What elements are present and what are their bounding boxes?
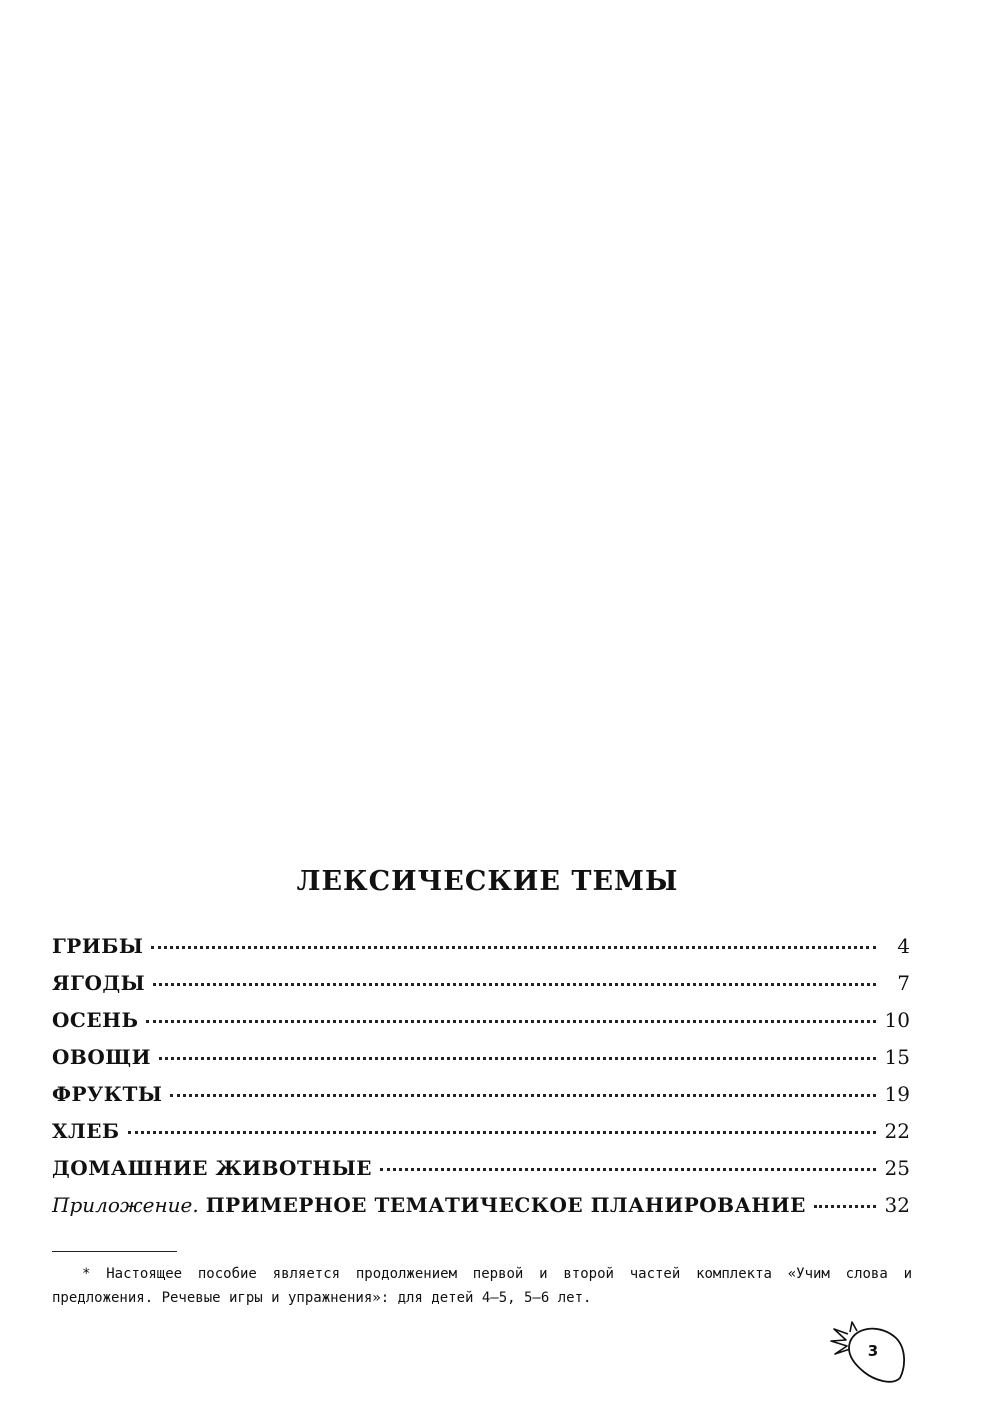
toc-entry-page: 22 — [884, 1119, 910, 1143]
toc-entry-domashnie-zhivotnye[interactable] — [52, 1150, 910, 1187]
toc-entry-label: ГРИБЫ — [52, 934, 144, 958]
footnote-text: * Настоящее пособие является продолжением первой и второй частей комплекта «Учим слова и предложения. Речевые игры и упражнения»: для детей 4–5, 5–6 лет. — [52, 1266, 912, 1306]
toc-entry-page: 10 — [884, 1008, 910, 1032]
footnote-divider — [52, 1251, 177, 1252]
toc-entry-page: 7 — [897, 971, 910, 995]
toc-entry-label: ЯГОДЫ — [52, 971, 146, 995]
toc-leader-dots — [151, 946, 876, 949]
toc-entry-prilozhenie[interactable] — [52, 1187, 910, 1224]
toc-leader-dots — [153, 983, 876, 986]
toc-entry-prefix: Приложение. — [52, 1193, 199, 1217]
toc-entry-title: ПРИМЕРНОЕ ТЕМАТИЧЕСКОЕ ПЛАНИРОВАНИЕ — [205, 1193, 806, 1217]
toc-entry-label: ФРУКТЫ — [52, 1082, 163, 1106]
toc-entry-page: 25 — [884, 1156, 910, 1180]
toc-entry-label: ОСЕНЬ — [52, 1008, 139, 1032]
toc-entry-label: ДОМАШНИЕ ЖИВОТНЫЕ — [52, 1156, 373, 1180]
toc-entry-yagody[interactable] — [52, 965, 910, 1002]
toc-leader-dots — [170, 1094, 876, 1097]
toc-entry-label — [52, 1187, 806, 1224]
toc-entry-frukty[interactable] — [52, 1076, 910, 1113]
toc-leader-dots — [380, 1168, 876, 1171]
toc-entry-label: ХЛЕБ — [52, 1119, 120, 1143]
toc-entry-page: 4 — [897, 934, 910, 958]
toc-heading: ЛЕКСИЧЕСКИЕ ТЕМЫ — [296, 866, 679, 897]
toc-entry-gribi[interactable] — [52, 928, 910, 965]
toc-leader-dots — [146, 1020, 876, 1023]
toc-leader-dots — [128, 1131, 876, 1134]
toc-entry-page: 32 — [884, 1193, 910, 1217]
page-number: 3 — [867, 1342, 879, 1360]
toc-leader-dots — [159, 1057, 876, 1060]
toc-entry-page: 19 — [884, 1082, 910, 1106]
footnote — [52, 1262, 912, 1310]
table-of-contents — [52, 928, 910, 1224]
toc-entry-hleb[interactable] — [52, 1113, 910, 1150]
toc-leader-dots — [814, 1205, 876, 1208]
toc-entry-osen[interactable] — [52, 1002, 910, 1039]
toc-entry-label: ОВОЩИ — [52, 1045, 152, 1069]
toc-entry-page: 15 — [884, 1045, 910, 1069]
toc-entry-ovoshchi[interactable] — [52, 1039, 910, 1076]
